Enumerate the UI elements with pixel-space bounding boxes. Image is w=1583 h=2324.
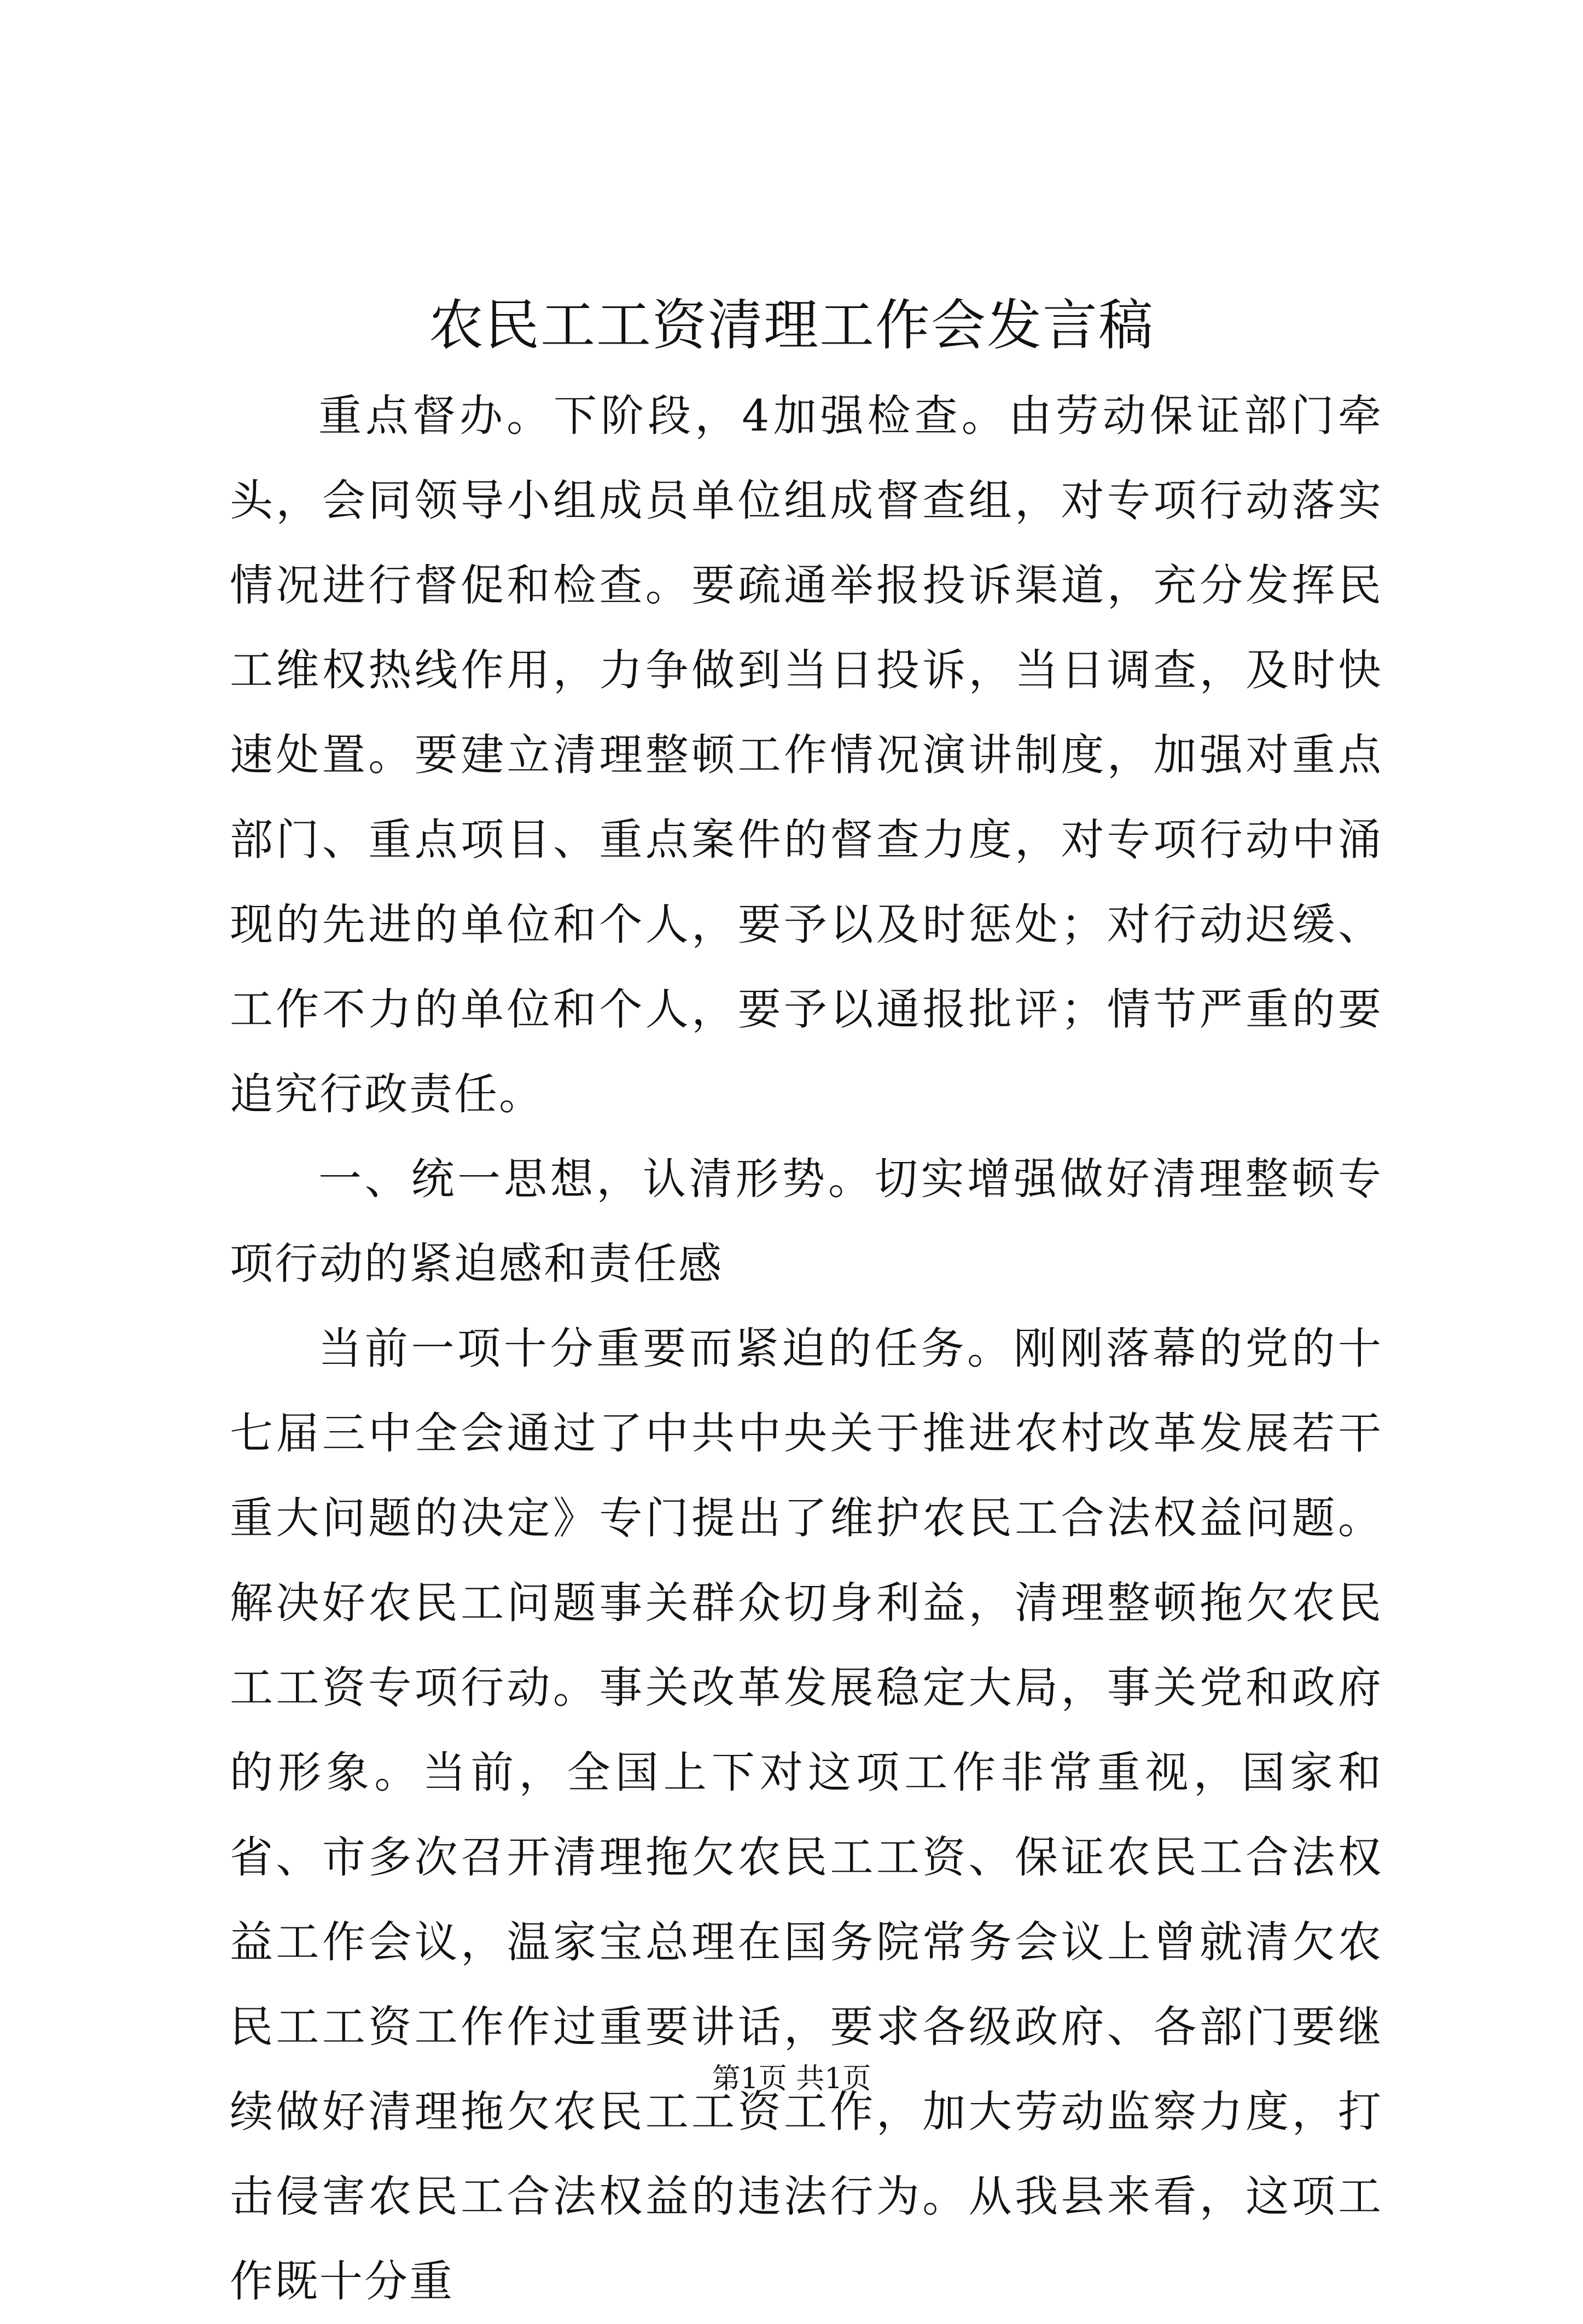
document-title: 农民工工资清理工作会发言稿	[429, 293, 1154, 357]
page-number-footer: 第1页 共1页	[712, 2062, 871, 2095]
paragraph-3: 当前一项十分重要而紧迫的任务。刚刚落幕的党的十七届三中全会通过了中共中央关于推进农村改革发展若干重大问题的决定》专门提出了维护农民工合法权益问题。解决好农民工问题事关群众切身利益，清理整顿拖欠农民工工资专项行动。事关改革发展稳定大局，事关党和政府的形象。当前，全国上下对这项工作非常重视，国家和省、市多次召开清理拖欠农民工工资、保证农民工合法权益工作会议，温家宝总理在国务院常务会议上曾就清欠农民工工资工作作过重要讲话，要求各级政府、各部门要继续做好清理拖欠农民工工资工作，加大劳动监察力度，打击侵害农民工合法权益的违法行为。从我县来看，这项工作既十分重	[230, 1323, 1383, 2306]
paragraph-1: 重点督办。下阶段，4加强检查。由劳动保证部门牵头，会同领导小组成员单位组成督查组，对专项行动落实情况进行督促和检查。要疏通举报投诉渠道，充分发挥民工维权热线作用，力争做到当日投诉，当日调查，及时快速处置。要建立清理整顿工作情况演讲制度，加强对重点部门、重点项目、重点案件的督查力度，对专项行动中涌现的先进的单位和个人，要予以及时惩处；对行动迟缓、工作不力的单位和个人，要予以通报批评；情节严重的要追究行政责任。	[230, 391, 1383, 1119]
paragraph-2-section-heading: 一、统一思想，认清形势。切实增强做好清理整顿专项行动的紧迫感和责任感	[230, 1154, 1383, 1289]
document-body	[230, 374, 1383, 2324]
